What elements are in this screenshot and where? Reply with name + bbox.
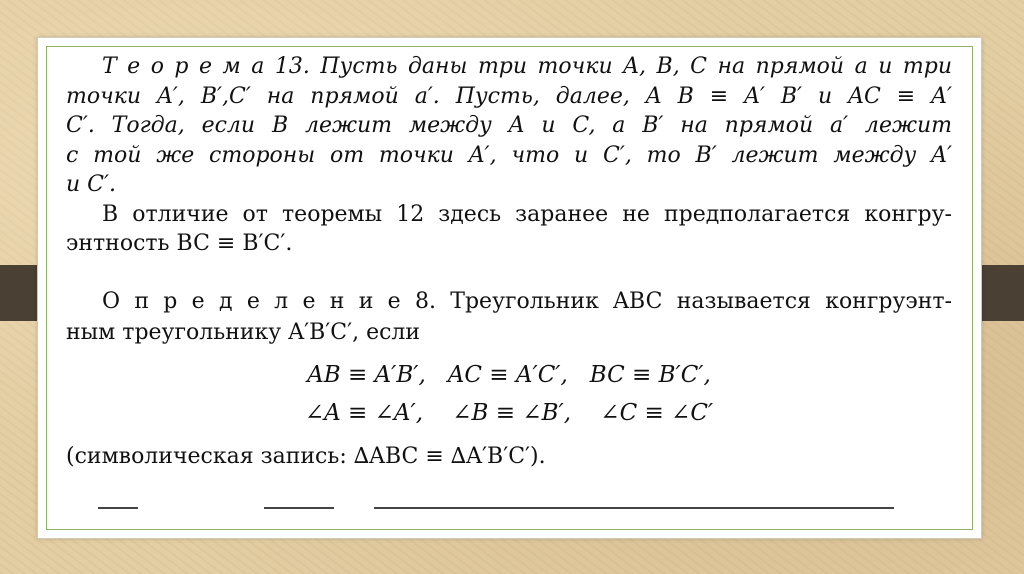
theorem-line-5: и C′.: [66, 172, 116, 197]
congruence-formula-sides: AB ≡ A′B′, AC ≡ A′C′, BC ≡ B′C′,: [307, 362, 711, 388]
theorem-line-3: C′. Тогда, если B лежит между A и C, а B′ на прямой a′ лежит: [66, 113, 952, 138]
remark-line-1: В отличие от теоремы 12 здесь заранее не предполагается конгру-: [102, 201, 952, 227]
cut-glyph-fragment: [264, 505, 334, 509]
theorem-section: [66, 52, 952, 259]
cut-glyph-fragment: [374, 505, 894, 509]
congruence-formula-angles: ∠A ≡ ∠A′, ∠B ≡ ∠B′, ∠C ≡ ∠C′: [304, 400, 714, 426]
symbolic-note: (символическая запись: ∆ABC ≡ ∆A′B′C′).: [66, 444, 546, 469]
definition-line-2: ным треугольнику A′B′C′, если: [66, 320, 421, 345]
slide: [37, 37, 982, 539]
theorem-line-1: Т е о р е м а 13. Пусть даны три точки A, B, C на прямой a и три: [102, 54, 952, 79]
definition-line-1: О п р е д е л е н и е 8. Треугольник ABC называется конгруэнт-: [102, 289, 952, 314]
cut-glyph-fragment: [98, 505, 138, 509]
definition-section: [66, 286, 952, 472]
cut-off-next-line: [74, 505, 921, 513]
theorem-line-2: точки A′, B′,C′ на прямой a′. Пусть, далее, A B ≡ A′ B′ и AC ≡ A′: [66, 83, 952, 109]
theorem-line-4: с той же стороны от точки A′, что и C′, то B′ лежит между A′: [66, 142, 952, 168]
remark-line-2: энтность BC ≡ B′C′.: [66, 231, 293, 256]
